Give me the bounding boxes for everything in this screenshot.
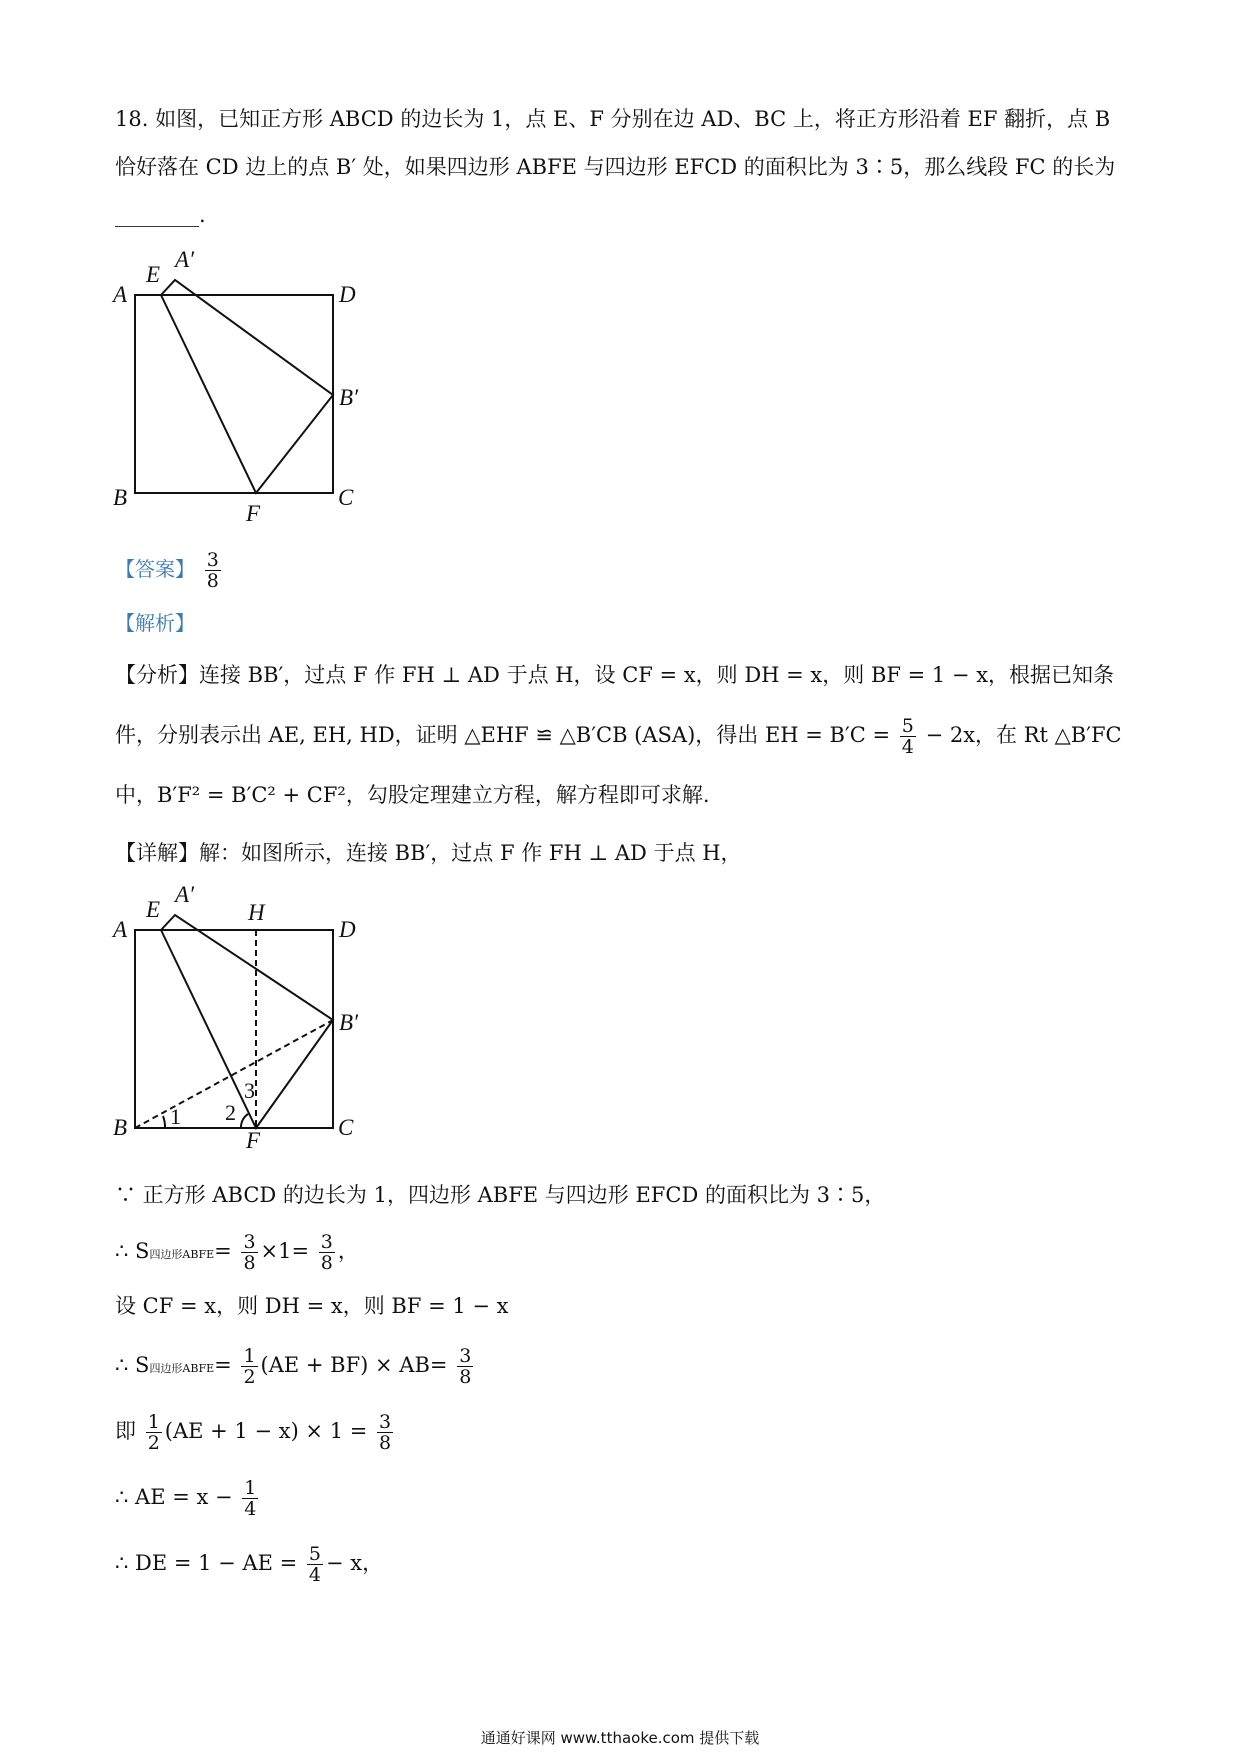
- question-line-1: 18. 如图，已知正方形 ABCD 的边长为 1，点 E、F 分别在边 AD、BC 上，将正方形沿着 EF 翻折，点 B: [115, 107, 1111, 131]
- label-e: E: [146, 262, 161, 287]
- step-5: 即 $\frac{1}{2}$ (AE + 1 − x) × 1 = $\frac{3}{8}$: [115, 1411, 392, 1454]
- label-b-prime: B′: [339, 1010, 359, 1035]
- label-e: E: [146, 897, 161, 922]
- angle-2-arc: [241, 1114, 248, 1128]
- fenxi-line-2: 件，分别表示出 AE, EH, HD，证明 △EHF ≌ △B′CB (ASA)，得出 EH = B′C = $\frac{5}{4}$ − 2x，在 Rt △B′FC: [115, 715, 1122, 758]
- label-f: F: [246, 501, 261, 526]
- figure-2-with-construction: [110, 880, 390, 1150]
- angle-label-2: 2: [225, 1100, 236, 1125]
- square-abcd: [135, 930, 333, 1128]
- label-c: C: [338, 1115, 354, 1140]
- figure-1-folded-square: [110, 245, 390, 530]
- label-a-prime: A′: [175, 247, 195, 272]
- angle-label-1: 1: [170, 1104, 181, 1129]
- label-b: B: [113, 1115, 128, 1140]
- label-a: A: [113, 282, 128, 307]
- angle-1-arc: [163, 1116, 165, 1128]
- label-a-prime: A′: [175, 882, 195, 907]
- folded-quadrilateral: [161, 280, 333, 493]
- angle-label-3: 3: [244, 1078, 255, 1103]
- step-3: 设 CF = x，则 DH = x，则 BF = 1 − x: [115, 1294, 509, 1318]
- label-a: A: [113, 917, 128, 942]
- xiangjie-line: 【详解】解：如图所示，连接 BB′，过点 F 作 FH ⊥ AD 于点 H，: [115, 841, 742, 865]
- label-c: C: [338, 485, 354, 510]
- label-d: D: [339, 917, 356, 942]
- answer-row: [115, 550, 224, 591]
- label-b-prime: B′: [339, 385, 359, 410]
- square-abcd: [135, 295, 333, 493]
- step-2: ∴ S四边形ABFE= $\frac{3}{8}$ ×1= $\frac{3}{8}$ ，: [115, 1231, 359, 1274]
- answer-tag: 【答案】: [115, 557, 195, 581]
- label-f: F: [246, 1128, 261, 1150]
- question-line-2: 恰好落在 CD 边上的点 B′ 处，如果四边形 ABFE 与四边形 EFCD 的面积比为 3∶5，那么线段 FC 的长为: [115, 155, 1116, 179]
- page-footer: 通通好课网 www.tthaoke.com 提供下载: [480, 1729, 760, 1747]
- answer-fraction: $\frac{3}{8}$: [206, 549, 219, 592]
- label-b: B: [113, 485, 128, 510]
- label-h: H: [248, 900, 265, 925]
- answer-blank: ________.: [115, 203, 206, 227]
- step-6: ∴ AE = x − $\frac{1}{4}$: [115, 1477, 257, 1520]
- label-d: D: [339, 282, 356, 307]
- fenxi-line-1: 【分析】连接 BB′，过点 F 作 FH ⊥ AD 于点 H，设 CF = x，则 DH = x，则 BF = 1 − x，根据已知条: [115, 663, 1115, 687]
- step-7: ∴ DE = 1 − AE = $\frac{5}{4}$ − x，: [115, 1543, 384, 1586]
- fenxi-line-3: 中，B′F² = B′C² + CF²，勾股定理建立方程，解方程即可求解.: [115, 783, 710, 807]
- step-4: ∴ S四边形ABFE= $\frac{1}{2}$ (AE + BF) × AB= $\frac{3}{8}$: [115, 1345, 472, 1388]
- step-1: ∵ 正方形 ABCD 的边长为 1，四边形 ABFE 与四边形 EFCD 的面积比为 3∶5，: [115, 1183, 886, 1207]
- analysis-tag: 【解析】: [115, 611, 195, 635]
